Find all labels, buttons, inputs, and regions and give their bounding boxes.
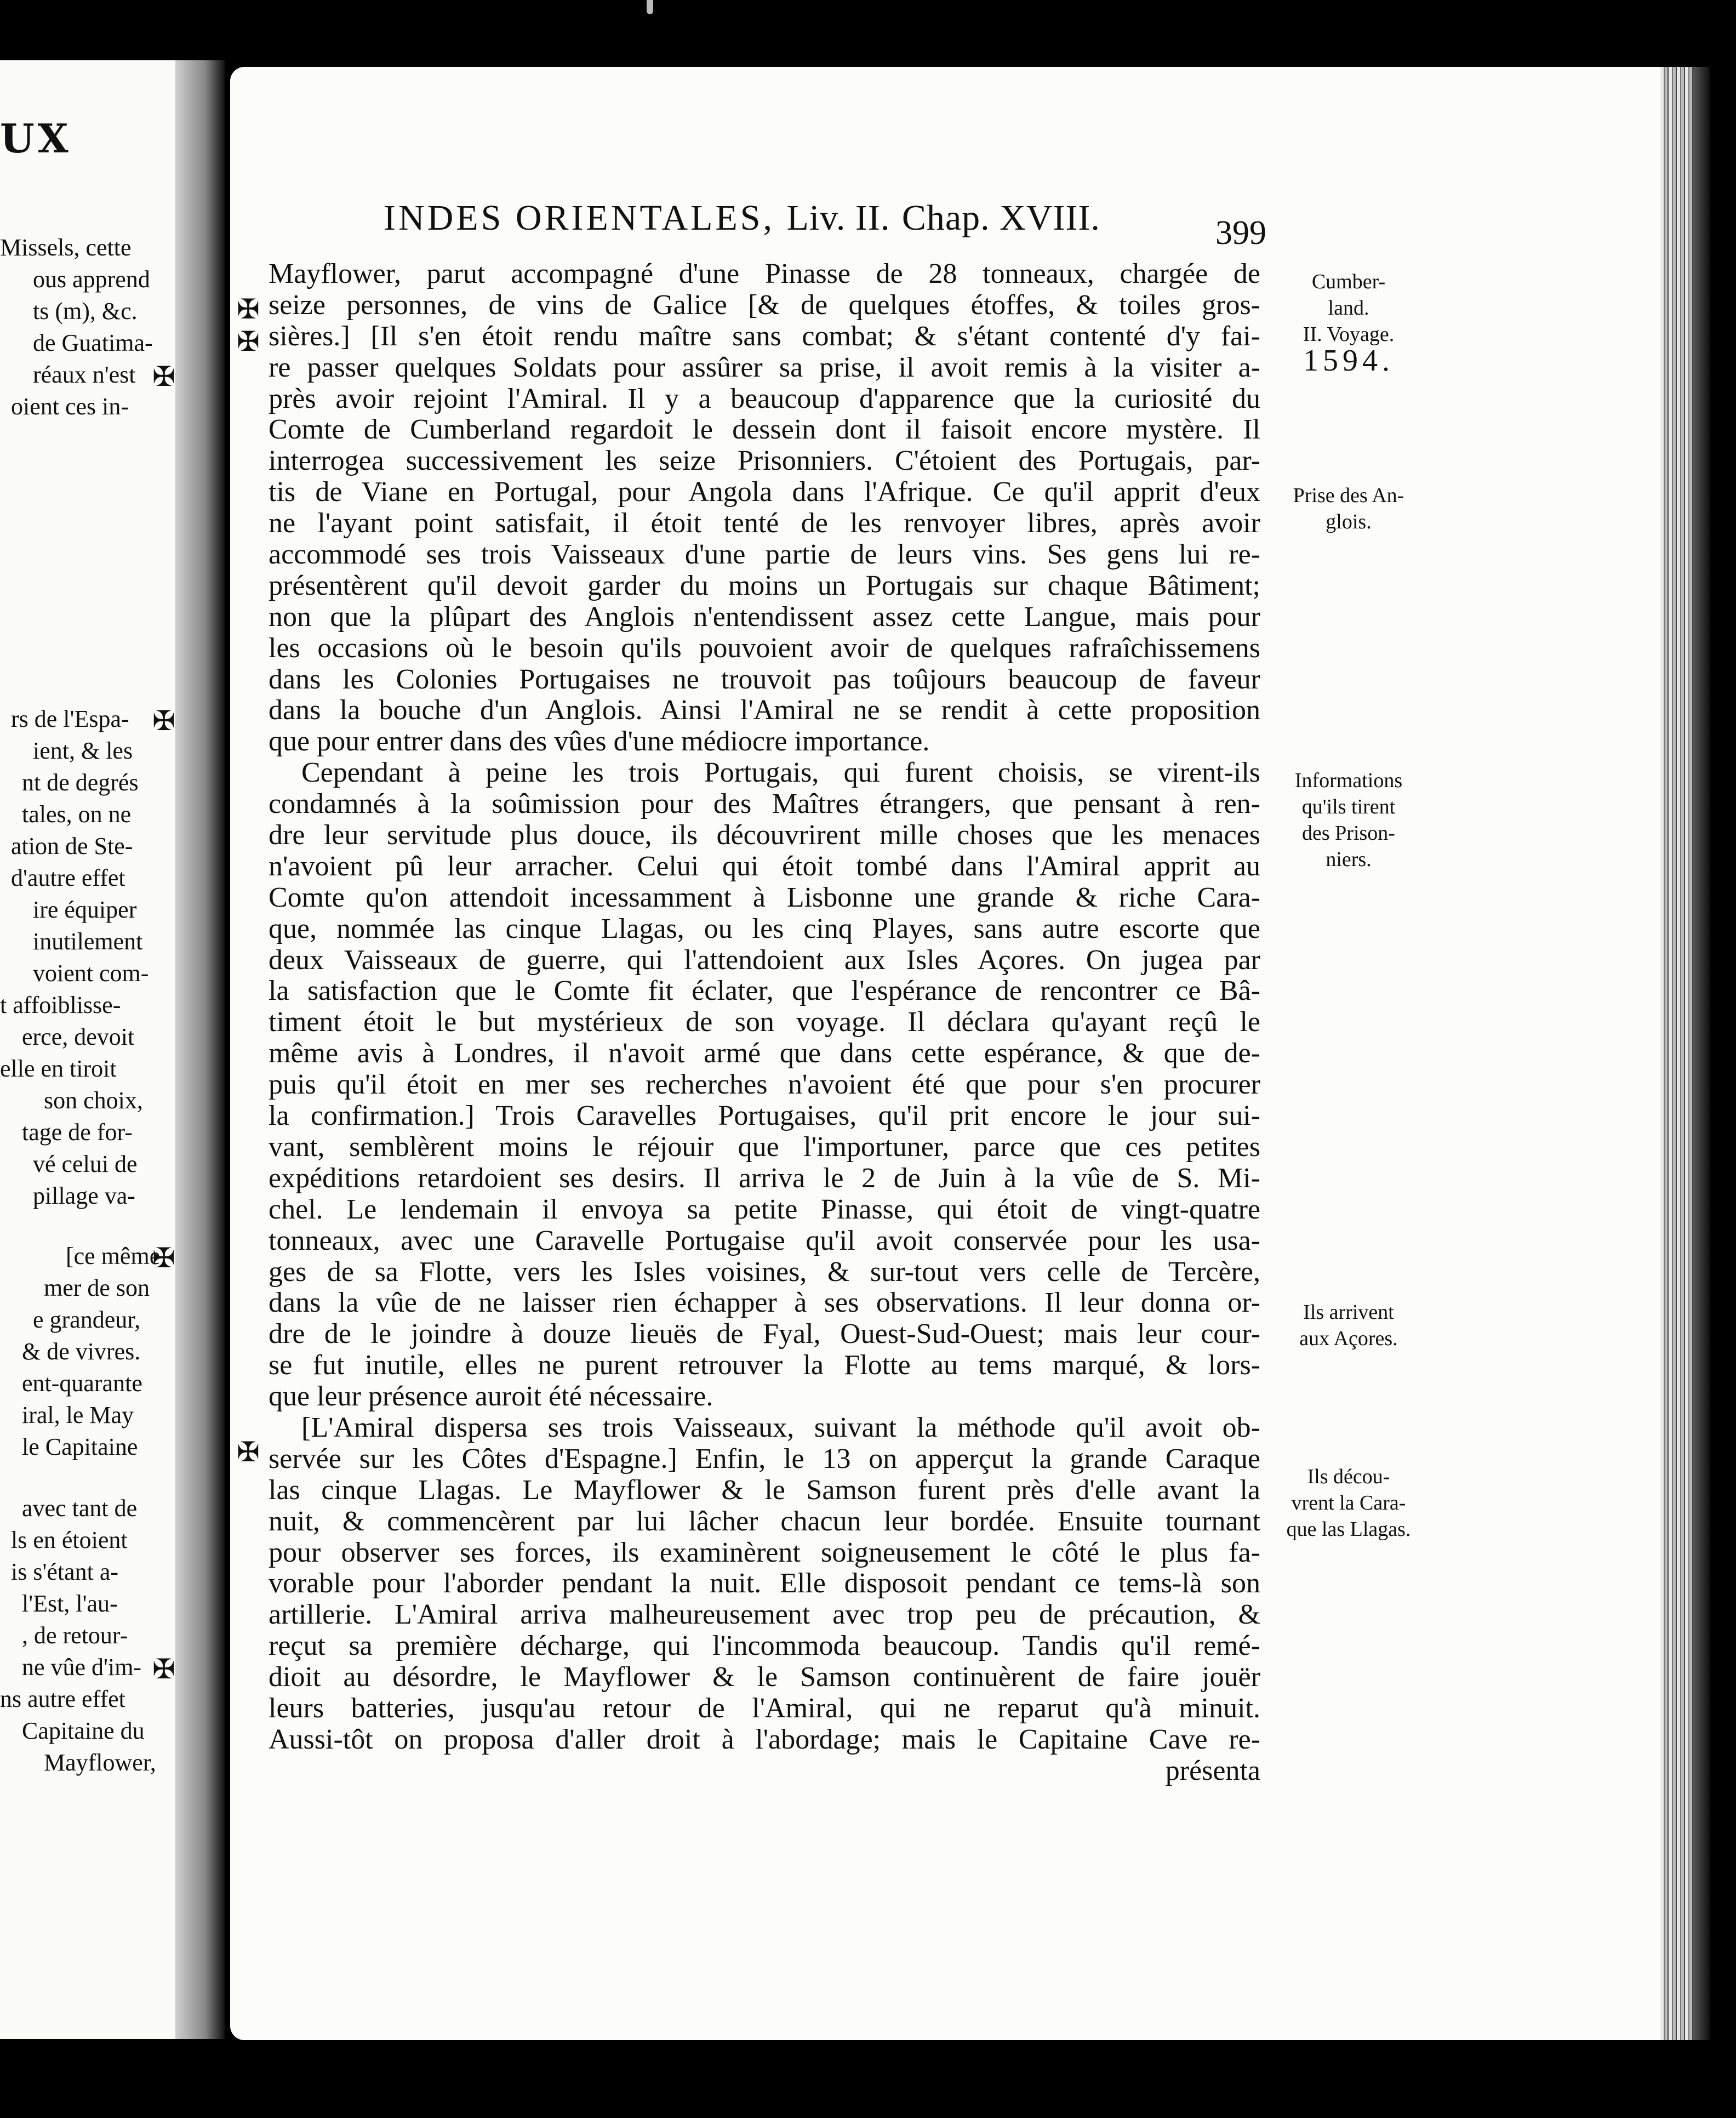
- text-line: présentèrent qu'il devoit garder du moins un Portugais sur chaque Bâtiment;: [269, 570, 1260, 601]
- text-line: dioit au désordre, le Mayflower & le Samson continuèrent de faire jouër: [269, 1661, 1260, 1693]
- margin-note-line: niers.: [1326, 848, 1372, 871]
- left-page-line: tales, on ne: [22, 801, 132, 828]
- bracket-mark-icon: ✠: [152, 1653, 175, 1685]
- margin-note-line: land.: [1328, 297, 1369, 320]
- text-line: chel. Le lendemain il envoya sa petite Pinasse, qui étoit de vingt-quatre: [269, 1193, 1260, 1225]
- binding-mark: [647, 0, 653, 14]
- text-line: re passer quelques Soldats pour assûrer sa prise, il avoit remis à la visiter a-: [269, 351, 1260, 383]
- text-line: sières.] [Il s'en étoit rendu maître sans combat; & s'étant contenté d'y fai-: [269, 320, 1260, 352]
- text-line: Aussi-tôt on proposa d'aller droit à l'abordage; mais le Capitaine Cave re-: [269, 1723, 1260, 1755]
- margin-note-line: glois.: [1326, 510, 1372, 533]
- margin-note-informations: [1269, 767, 1428, 873]
- left-page-line: ous apprend: [33, 266, 150, 293]
- text-line: deux Vaisseaux de guerre, qui l'attendoient aux Isles Açores. On jugea par: [269, 944, 1260, 976]
- left-page-line: ient, & les: [33, 737, 133, 764]
- text-line: ne l'ayant point satisfait, il étoit tenté de les renvoyer libres, après avoir: [269, 508, 1260, 539]
- text-line: ges de sa Flotte, vers les Isles voisines, & sur-tout vers celle de Tercère,: [269, 1256, 1260, 1288]
- margin-note-acores: [1269, 1299, 1428, 1352]
- text-line: puis qu'il étoit en mer ses recherches n'avoient été que pour s'en procurer: [269, 1069, 1260, 1101]
- text-line: las cinque Llagas. Le Mayflower & le Samson furent près d'elle avant la: [269, 1474, 1260, 1506]
- text-line: Comte qu'on attendoit incessamment à Lisbonne une grande & riche Cara-: [269, 881, 1260, 913]
- bracket-mark-icon: ✠: [237, 326, 260, 357]
- margin-note-line: des Prison-: [1302, 822, 1395, 845]
- text-line: interrogea successivement les seize Prisonniers. C'étoient des Portugais, par-: [269, 445, 1260, 477]
- left-page-header: UX: [0, 115, 72, 162]
- text-line: dans la vûe de ne laisser rien échapper à ses observations. Il leur donna or-: [269, 1287, 1260, 1319]
- text-line: que leur présence auroit été nécessaire.: [269, 1381, 713, 1413]
- left-page-line: pillage va-: [33, 1182, 135, 1209]
- text-line: vorable pour l'aborder pendant la nuit. Elle disposoit pendant ce tems-là son: [269, 1568, 1260, 1599]
- running-head: [384, 197, 1100, 239]
- margin-note-line: que las Llagas.: [1286, 1518, 1411, 1541]
- left-page-line: ts (m), &c.: [33, 298, 138, 324]
- text-line: leurs batteries, jusqu'au retour de l'Amiral, qui ne reparut qu'à minuit.: [269, 1692, 1260, 1724]
- left-page-line: elle en tiroit: [0, 1055, 117, 1082]
- text-line: expéditions retardoient ses desirs. Il arriva le 2 de Juin à la vûe de S. Mi-: [269, 1162, 1260, 1194]
- left-page-line: de Guatima-: [33, 329, 153, 356]
- body-text: [269, 259, 1260, 1787]
- bracket-mark-icon: ✠: [152, 1242, 175, 1274]
- text-line: que pour entrer dans des vûes d'une médiocre importance.: [269, 726, 930, 758]
- text-line: nuit, & commencèrent par lui lâcher chacun leur bordée. Ensuite tournant: [269, 1505, 1260, 1537]
- text-line: artillerie. L'Amiral arriva malheureusement avec trop peu de précaution, &: [269, 1599, 1260, 1631]
- left-page-line: , de retour-: [22, 1622, 128, 1649]
- text-line: la confirmation.] Trois Caravelles Portugaises, qu'il prit encore le jour sui-: [269, 1100, 1260, 1132]
- margin-note-decouvrent: [1269, 1464, 1428, 1542]
- margin-note-line: aux Açores.: [1299, 1327, 1398, 1350]
- left-page-line: [ce même: [66, 1243, 161, 1269]
- left-page-line: vé celui de: [33, 1151, 138, 1177]
- text-line: même avis à Londres, il n'avoit armé que dans cette espérance, & que de-: [269, 1038, 1260, 1069]
- left-page-line: l'Est, l'au-: [22, 1590, 118, 1617]
- left-page-line: ire équiper: [33, 896, 137, 923]
- book-cover-edge: [1693, 67, 1710, 2040]
- left-page-line: d'autre effet: [11, 864, 125, 891]
- bracket-mark-icon: ✠: [152, 361, 175, 392]
- text-line: que, nommée las cinque Llagas, ou les cinq Playes, sans autre escorte que: [269, 913, 1260, 944]
- text-line: près avoir rejoint l'Amiral. Il y a beaucoup d'apparence que la curiosité du: [269, 383, 1260, 414]
- left-page-line: oient ces in-: [11, 393, 129, 420]
- bracket-mark-icon: ✠: [152, 705, 175, 737]
- margin-note-line: Informations: [1294, 769, 1403, 792]
- text-line: timent étoit le but mystérieux de son voyage. Il déclara qu'ayant reçû le: [269, 1006, 1260, 1038]
- page-edges: [1660, 67, 1693, 2040]
- left-page-line: ation de Ste-: [11, 833, 133, 859]
- text-line: Comte de Cumberland regardoit le dessein dont il faisoit encore mystère. Il: [269, 414, 1260, 446]
- left-page-line: ls en étoient: [11, 1527, 128, 1553]
- left-page-line: Capitaine du: [22, 1717, 145, 1744]
- margin-note-cumberland: [1269, 269, 1428, 378]
- text-line: tis de Viane en Portugal, pour Angola dans l'Afrique. Ce qu'il apprit d'eux: [269, 476, 1260, 508]
- text-line: dans les Colonies Portugaises ne trouvoit pas toûjours beaucoup de faveur: [269, 663, 1260, 695]
- margin-note-line: Cumber-: [1311, 270, 1386, 293]
- text-line: présenta: [1165, 1755, 1260, 1786]
- text-line: dre leur servitude plus douce, ils découvrirent mille choses que les menaces: [269, 819, 1260, 851]
- left-page-line: son choix,: [44, 1087, 143, 1114]
- left-page-line: le Capitaine: [22, 1433, 138, 1460]
- left-page-line: réaux n'est: [33, 361, 136, 388]
- left-page-line: is s'étant a-: [11, 1558, 119, 1585]
- margin-note-line: II. Voyage.: [1303, 323, 1395, 346]
- text-line: non que la plûpart des Anglois n'entendissent assez cette Langue, mais pour: [269, 601, 1260, 633]
- left-page-line: erce, devoit: [22, 1023, 135, 1050]
- left-page-line: inutilement: [33, 928, 143, 955]
- running-head-chapter: Chap. XVIII.: [901, 198, 1100, 238]
- running-head-book: Liv. II.: [786, 198, 890, 238]
- text-line: [L'Amiral dispersa ses trois Vaisseaux, suivant la méthode qu'il avoit ob-: [301, 1411, 1260, 1443]
- left-page-line: tage de for-: [22, 1119, 133, 1146]
- text-line: vant, semblèrent moins le réjouir que l'importuner, parce que ces petites: [269, 1131, 1260, 1163]
- text-line: condamnés à la soûmission pour des Maîtres étrangers, que pensant à ren-: [269, 788, 1260, 820]
- text-line: pour observer ses forces, ils examinèrent soigneusement le côté le plus fa-: [269, 1536, 1260, 1568]
- text-line: seize personnes, de vins de Galice [& de quelques étoffes, & toiles gros-: [269, 289, 1260, 321]
- text-line: dre de le joindre à douze lieuës de Fyal, Ouest-Sud-Ouest; mais leur cour-: [269, 1318, 1260, 1350]
- margin-note-line: Prise des An-: [1293, 484, 1404, 507]
- margin-note-line: Ils décou-: [1307, 1465, 1390, 1488]
- left-page-gutter: [175, 60, 225, 2039]
- text-line: dans la bouche d'un Anglois. Ainsi l'Amiral ne se rendit à cette proposition: [269, 694, 1260, 726]
- text-line: accommodé ses trois Vaisseaux d'une partie de leurs vins. Ses gens lui re-: [269, 539, 1260, 571]
- left-page-line: mer de son: [44, 1274, 150, 1301]
- bracket-mark-icon: ✠: [237, 1436, 260, 1468]
- left-page-line: e grandeur,: [33, 1306, 141, 1333]
- margin-note-prise: [1269, 482, 1428, 535]
- text-line: se fut inutile, elles ne purent retrouver la Flotte au tems marqué, & lors-: [269, 1350, 1260, 1381]
- running-head-title: INDES ORIENTALES,: [384, 198, 775, 238]
- left-page-line: voient com-: [33, 960, 149, 987]
- text-line: servée sur les Côtes d'Espagne.] Enfin, le 13 on apperçut la grande Caraque: [269, 1443, 1260, 1474]
- left-page-line: Mayflower,: [44, 1749, 156, 1776]
- left-page-line: ne vûe d'im-: [22, 1654, 142, 1681]
- bracket-mark-icon: ✠: [237, 293, 260, 325]
- text-line: la satisfaction que le Comte fit éclater, que l'espérance de rencontrer ce Bâ-: [269, 975, 1260, 1007]
- page-number: 399: [1215, 214, 1266, 252]
- left-page-line: ent-quarante: [22, 1370, 142, 1397]
- left-page-line: iral, le May: [22, 1402, 134, 1428]
- text-line: reçut sa première décharge, qui l'incommoda beaucoup. Tandis qu'il remé-: [269, 1630, 1260, 1662]
- left-page-line: ns autre effet: [0, 1686, 125, 1712]
- text-line: Cependant à peine les trois Portugais, qui furent choisis, se virent-ils: [301, 757, 1260, 789]
- margin-note-line: vrent la Cara-: [1291, 1491, 1406, 1515]
- margin-note-line: 1594.: [1303, 344, 1394, 378]
- text-line: tonneaux, avec une Caravelle Portugaise qu'il avoit conservée pour les usa-: [269, 1225, 1260, 1256]
- text-line: n'avoient pû leur arracher. Celui qui étoit tombé dans l'Amiral apprit au: [269, 850, 1260, 882]
- text-line: Mayflower, parut accompagné d'une Pinasse de 28 tonneaux, chargée de: [269, 258, 1260, 289]
- text-line: les occasions où le besoin qu'ils pouvoient avoir de quelques rafraîchissemens: [269, 632, 1260, 664]
- left-page-line: t affoiblisse-: [0, 992, 121, 1018]
- left-page-line: Missels, cette: [0, 234, 132, 261]
- left-page-line: nt de degrés: [22, 769, 139, 796]
- margin-note-line: qu'ils tirent: [1301, 795, 1396, 818]
- margin-note-line: Ils arrivent: [1303, 1301, 1394, 1324]
- left-page-line: rs de l'Espa-: [11, 705, 129, 732]
- left-page-line: & de vivres.: [22, 1338, 141, 1365]
- left-page-line: avec tant de: [22, 1495, 138, 1522]
